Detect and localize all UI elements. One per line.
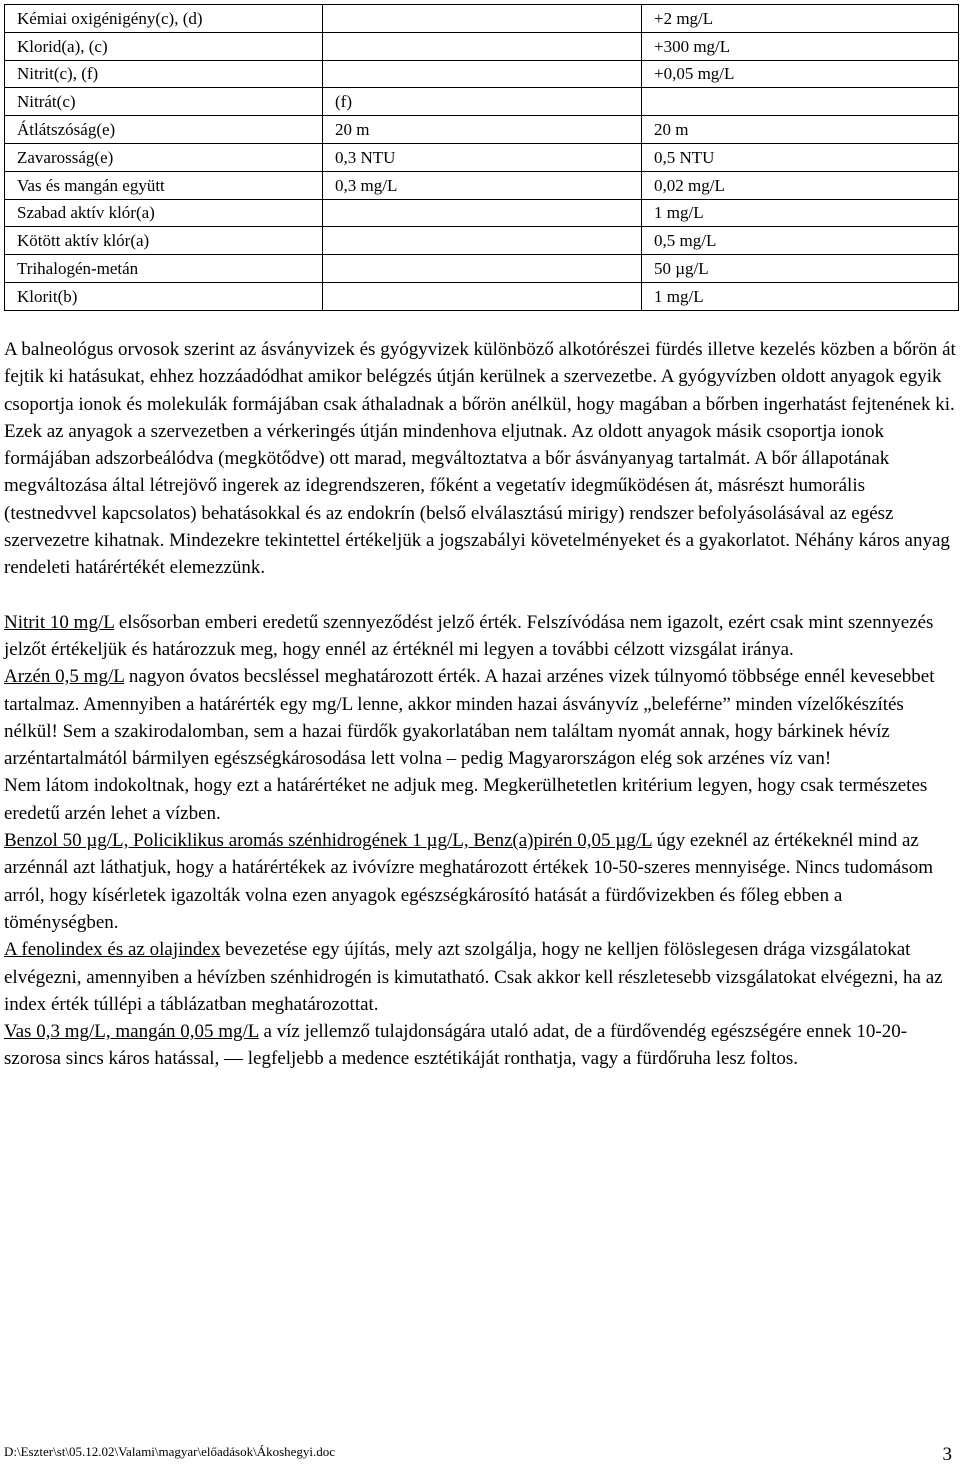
table-cell (323, 255, 642, 283)
table-cell: +2 mg/L (642, 5, 959, 33)
table-row (5, 282, 959, 310)
table-cell (323, 60, 642, 88)
table-cell (323, 282, 642, 310)
table-cell: 1 mg/L (642, 199, 959, 227)
table-row (5, 171, 959, 199)
table-row (5, 5, 959, 33)
benzene-heading: Benzol 50 µg/L, Policiklikus aromás szénhidrogének 1 µg/L, Benz(a)pirén 0,05 µg/L (4, 830, 652, 852)
phenol-heading: A fenolindex és az olajindex (4, 939, 221, 961)
table-cell: Átlátszóság(e) (5, 116, 323, 144)
table-cell: +0,05 mg/L (642, 60, 959, 88)
table-row (5, 143, 959, 171)
table-cell: 0,02 mg/L (642, 171, 959, 199)
table-cell (323, 32, 642, 60)
table-cell: Klorid(a), (c) (5, 32, 323, 60)
phenol-text: bevezetése egy újítás, mely azt szolgálja, hogy ne kelljen fölöslegesen drága vizsgálatokat elvégezni, amennyiben a hévízben szénhidrogén is kimutatható. Csak akkor kell részletesebb vizsgálatokat elvégezni, ha az index érték túllépi a táblázatban meghatározottat. (4, 939, 943, 1015)
table-cell: Kötött aktív klór(a) (5, 227, 323, 255)
table-cell: Trihalogén-metán (5, 255, 323, 283)
table-cell (323, 5, 642, 33)
table-row (5, 199, 959, 227)
benzene-text: úgy ezeknél az értékeknél mind az arzénnál azt láthatjuk, hogy a határértékek az ivóvízre meghatározott értékek 10-50-szeres mennyisége. Nincs tudomásom arról, hogy kísérletek igazolták volna ezen anyagok egészségkárosító hatását a fürdővizekben és főleg ebben a töménységben. (4, 830, 934, 933)
table-row (5, 255, 959, 283)
arsenic-heading: Arzén 0,5 mg/L (4, 666, 125, 688)
table-cell: 0,3 mg/L (323, 171, 642, 199)
table-cell: 20 m (642, 116, 959, 144)
table-cell: Zavarosság(e) (5, 143, 323, 171)
intro-paragraph: A balneológus orvosok szerint az ásványvizek és gyógyvizek különböző alkotórészei fürdés illetve kezelés közben a bőrön át fejtik ki hatásukat, ehhez hozzáadódhat amikor belégzés útján kerülnek a szervezetbe. A gyógyvízben oldott anyagok egyik csoportja ionok és molekulák formájában csak áthaladnak a bőrön anélkül, hogy magában a bőrben ingerhatást fejtenének ki. Ezek az anyagok a szervezetben a vérkeringés útján mindenhova eljutnak. Az oldott anyagok másik csoportja ionok formájában adszorbeálódva (megkötődve) ott marad, megváltoztatva a bőr ásványanyag tartalmát. A bőr állapotának megváltozása által létrejövő ingerek az idegrendszeren, főként a vegetatív idegműködésen át, másrészt humorális (testnedvvel kapcsolatos) behatásokkal és az endokrín (belső elválasztású mirigy) rendszer befolyásolásával az egész szervezetre kihatnak. Mindezekre tekintettel értékeljük a jogszabályi követelményeket és a gyakorlatot. Néhány káros anyag rendeleti határértékét elemezzünk. (4, 339, 956, 579)
benzene-paragraph (4, 827, 956, 936)
arsenic-paragraph (4, 663, 956, 772)
iron-text: a víz jellemző tulajdonságára utaló adat, de a fürdővendég egészségére ennek 10-20-szorosa sincs káros hatással, — legfeljebb a medence esztétikáját ronthatja, vagy a fürdőruha lesz foltos. (4, 1021, 908, 1070)
table-cell: 0,3 NTU (323, 143, 642, 171)
table-row (5, 88, 959, 116)
body-text (4, 336, 956, 1073)
table-cell: (f) (323, 88, 642, 116)
iron-heading: Vas 0,3 mg/L, mangán 0,05 mg/L (4, 1021, 259, 1043)
table-cell: Vas és mangán együtt (5, 171, 323, 199)
table-cell: 20 m (323, 116, 642, 144)
table-cell: Klorit(b) (5, 282, 323, 310)
iron-paragraph (4, 1018, 956, 1073)
table-cell: 1 mg/L (642, 282, 959, 310)
table-cell: Szabad aktív klór(a) (5, 199, 323, 227)
page-number: 3 (942, 1444, 952, 1465)
table-cell: 0,5 mg/L (642, 227, 959, 255)
arsenic-text: nagyon óvatos becsléssel meghatározott érték. A hazai arzénes vizek túlnyomó többsége ennél kevesebbet tartalmaz. Amennyiben a határérték egy mg/L lenne, akkor minden hazai ásványvíz „beleférne” minden vízelőkészítés nélkül! Sem a szakirodalomban, sem a hazai fürdők gyakorlatában nem találtam nyomát annak, hogy bárkinek hévíz arzéntartalmától bármilyen egészségkárosodása lett volna – pedig Magyarországon elég sok arzénes víz van! (4, 666, 935, 770)
table-row (5, 227, 959, 255)
table-cell (323, 227, 642, 255)
table-cell: +300 mg/L (642, 32, 959, 60)
table-cell: Nitrit(c), (f) (5, 60, 323, 88)
table-row (5, 116, 959, 144)
table-cell: Nitrát(c) (5, 88, 323, 116)
table-cell: 0,5 NTU (642, 143, 959, 171)
table-row (5, 32, 959, 60)
table-cell (323, 199, 642, 227)
table-cell (642, 88, 959, 116)
footer-file-path: D:\Eszter\st\05.12.02\Valami\magyar\előadások\Ákoshegyi.doc (4, 1444, 336, 1459)
table-cell: 50 µg/L (642, 255, 959, 283)
paragraph-gap (4, 582, 956, 609)
phenol-paragraph (4, 936, 956, 1018)
table-cell: Kémiai oxigénigény(c), (d) (5, 5, 323, 33)
nitrite-paragraph (4, 609, 956, 664)
limits-table (4, 4, 959, 311)
nitrite-text: elsősorban emberi eredetű szennyeződést jelző érték. Felszívódása nem igazolt, ezért csak mint szennyezés jelzőt értékeljük és határozzuk meg, hogy ennél az értéknél mi legyen a további célzott vizsgálat iránya. (4, 611, 934, 660)
limits-table-body (5, 5, 959, 311)
arsenic-opinion-paragraph: Nem látom indokoltnak, hogy ezt a határértéket ne adjuk meg. Megkerülhetetlen kritérium legyen, hogy csak természetes eredetű arzén lehet a vízben. (4, 775, 928, 824)
table-row (5, 60, 959, 88)
nitrite-heading: Nitrit 10 mg/L (4, 611, 115, 633)
